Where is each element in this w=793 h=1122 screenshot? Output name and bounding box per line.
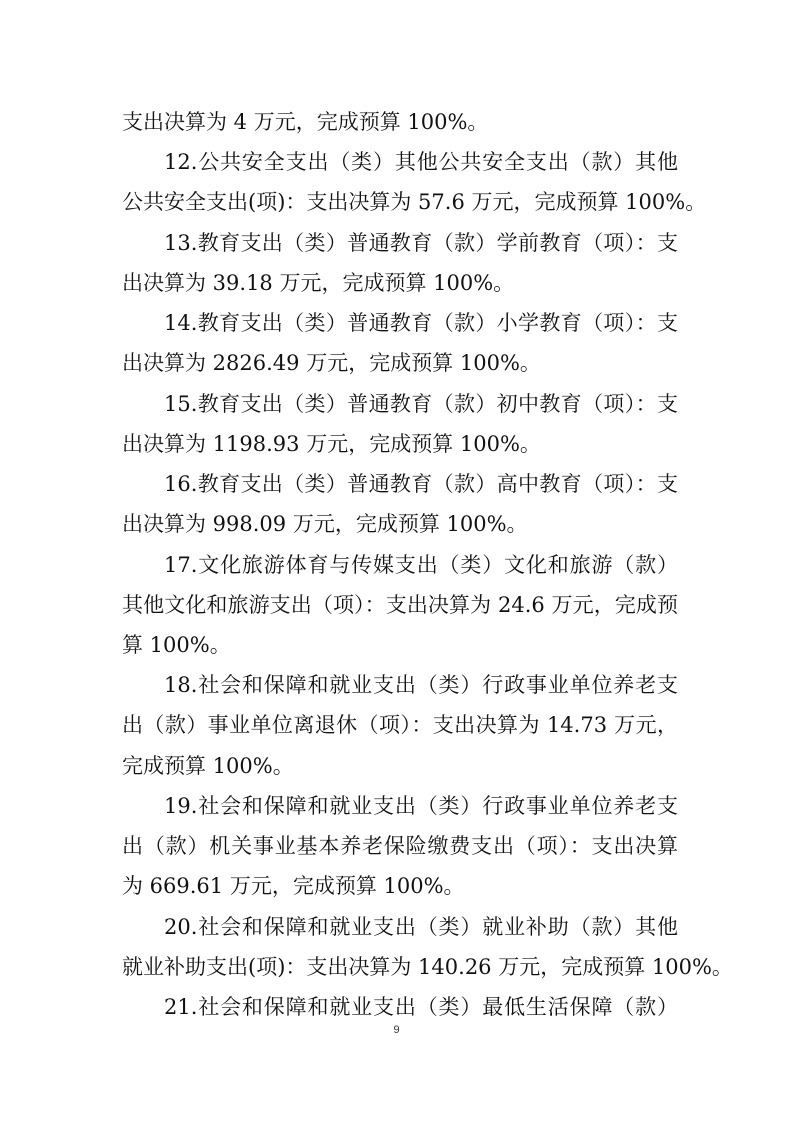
text-line: 出决算为 2826.49 万元，完成预算 100%。 — [122, 351, 541, 375]
text-line: 14.教育支出（类）普通教育（款）小学教育（项）：支 — [164, 311, 678, 335]
text-line: 出决算为 39.18 万元，完成预算 100%。 — [122, 271, 515, 295]
text-line: 12.公共安全支出（类）其他公共安全支出（款）其他 — [164, 150, 678, 174]
text-line: 15.教育支出（类）普通教育（款）初中教育（项）：支 — [164, 392, 678, 416]
text-line: 就业补助支出(项)：支出决算为 140.26 万元，完成预算 100%。 — [122, 955, 733, 979]
text-line: 出决算为 998.09 万元，完成预算 100%。 — [122, 512, 528, 536]
text-line: 20.社会和保障和就业支出（类）就业补助（款）其他 — [164, 915, 678, 939]
text-line: 17.文化旅游体育与传媒支出（类）文化和旅游（款） — [164, 553, 678, 577]
text-line: 完成预算 100%。 — [122, 754, 294, 778]
text-line: 出决算为 1198.93 万元，完成预算 100%。 — [122, 432, 541, 456]
text-line: 其他文化和旅游支出（项）：支出决算为 24.6 万元，完成预 — [122, 593, 678, 617]
text-line: 出（款）机关事业基本养老保险缴费支出（项）：支出决算 — [122, 834, 678, 858]
text-line: 算 100%。 — [122, 633, 231, 657]
text-line: 支出决算为 4 万元，完成预算 100%。 — [122, 110, 489, 134]
text-line: 16.教育支出（类）普通教育（款）高中教育（项）：支 — [164, 472, 678, 496]
text-line: 13.教育支出（类）普通教育（款）学前教育（项）：支 — [164, 231, 678, 255]
text-line: 18.社会和保障和就业支出（类）行政事业单位养老支 — [164, 673, 678, 697]
text-line: 21.社会和保障和就业支出（类）最低生活保障（款） — [164, 995, 678, 1019]
page-number: 9 — [393, 1024, 400, 1036]
text-line: 公共安全支出(项)：支出决算为 57.6 万元，完成预算 100%。 — [122, 190, 707, 214]
text-line: 出（款）事业单位离退休（项）：支出决算为 14.73 万元， — [122, 713, 678, 737]
text-line: 19.社会和保障和就业支出（类）行政事业单位养老支 — [164, 794, 678, 818]
text-line: 为 669.61 万元，完成预算 100%。 — [122, 874, 465, 898]
